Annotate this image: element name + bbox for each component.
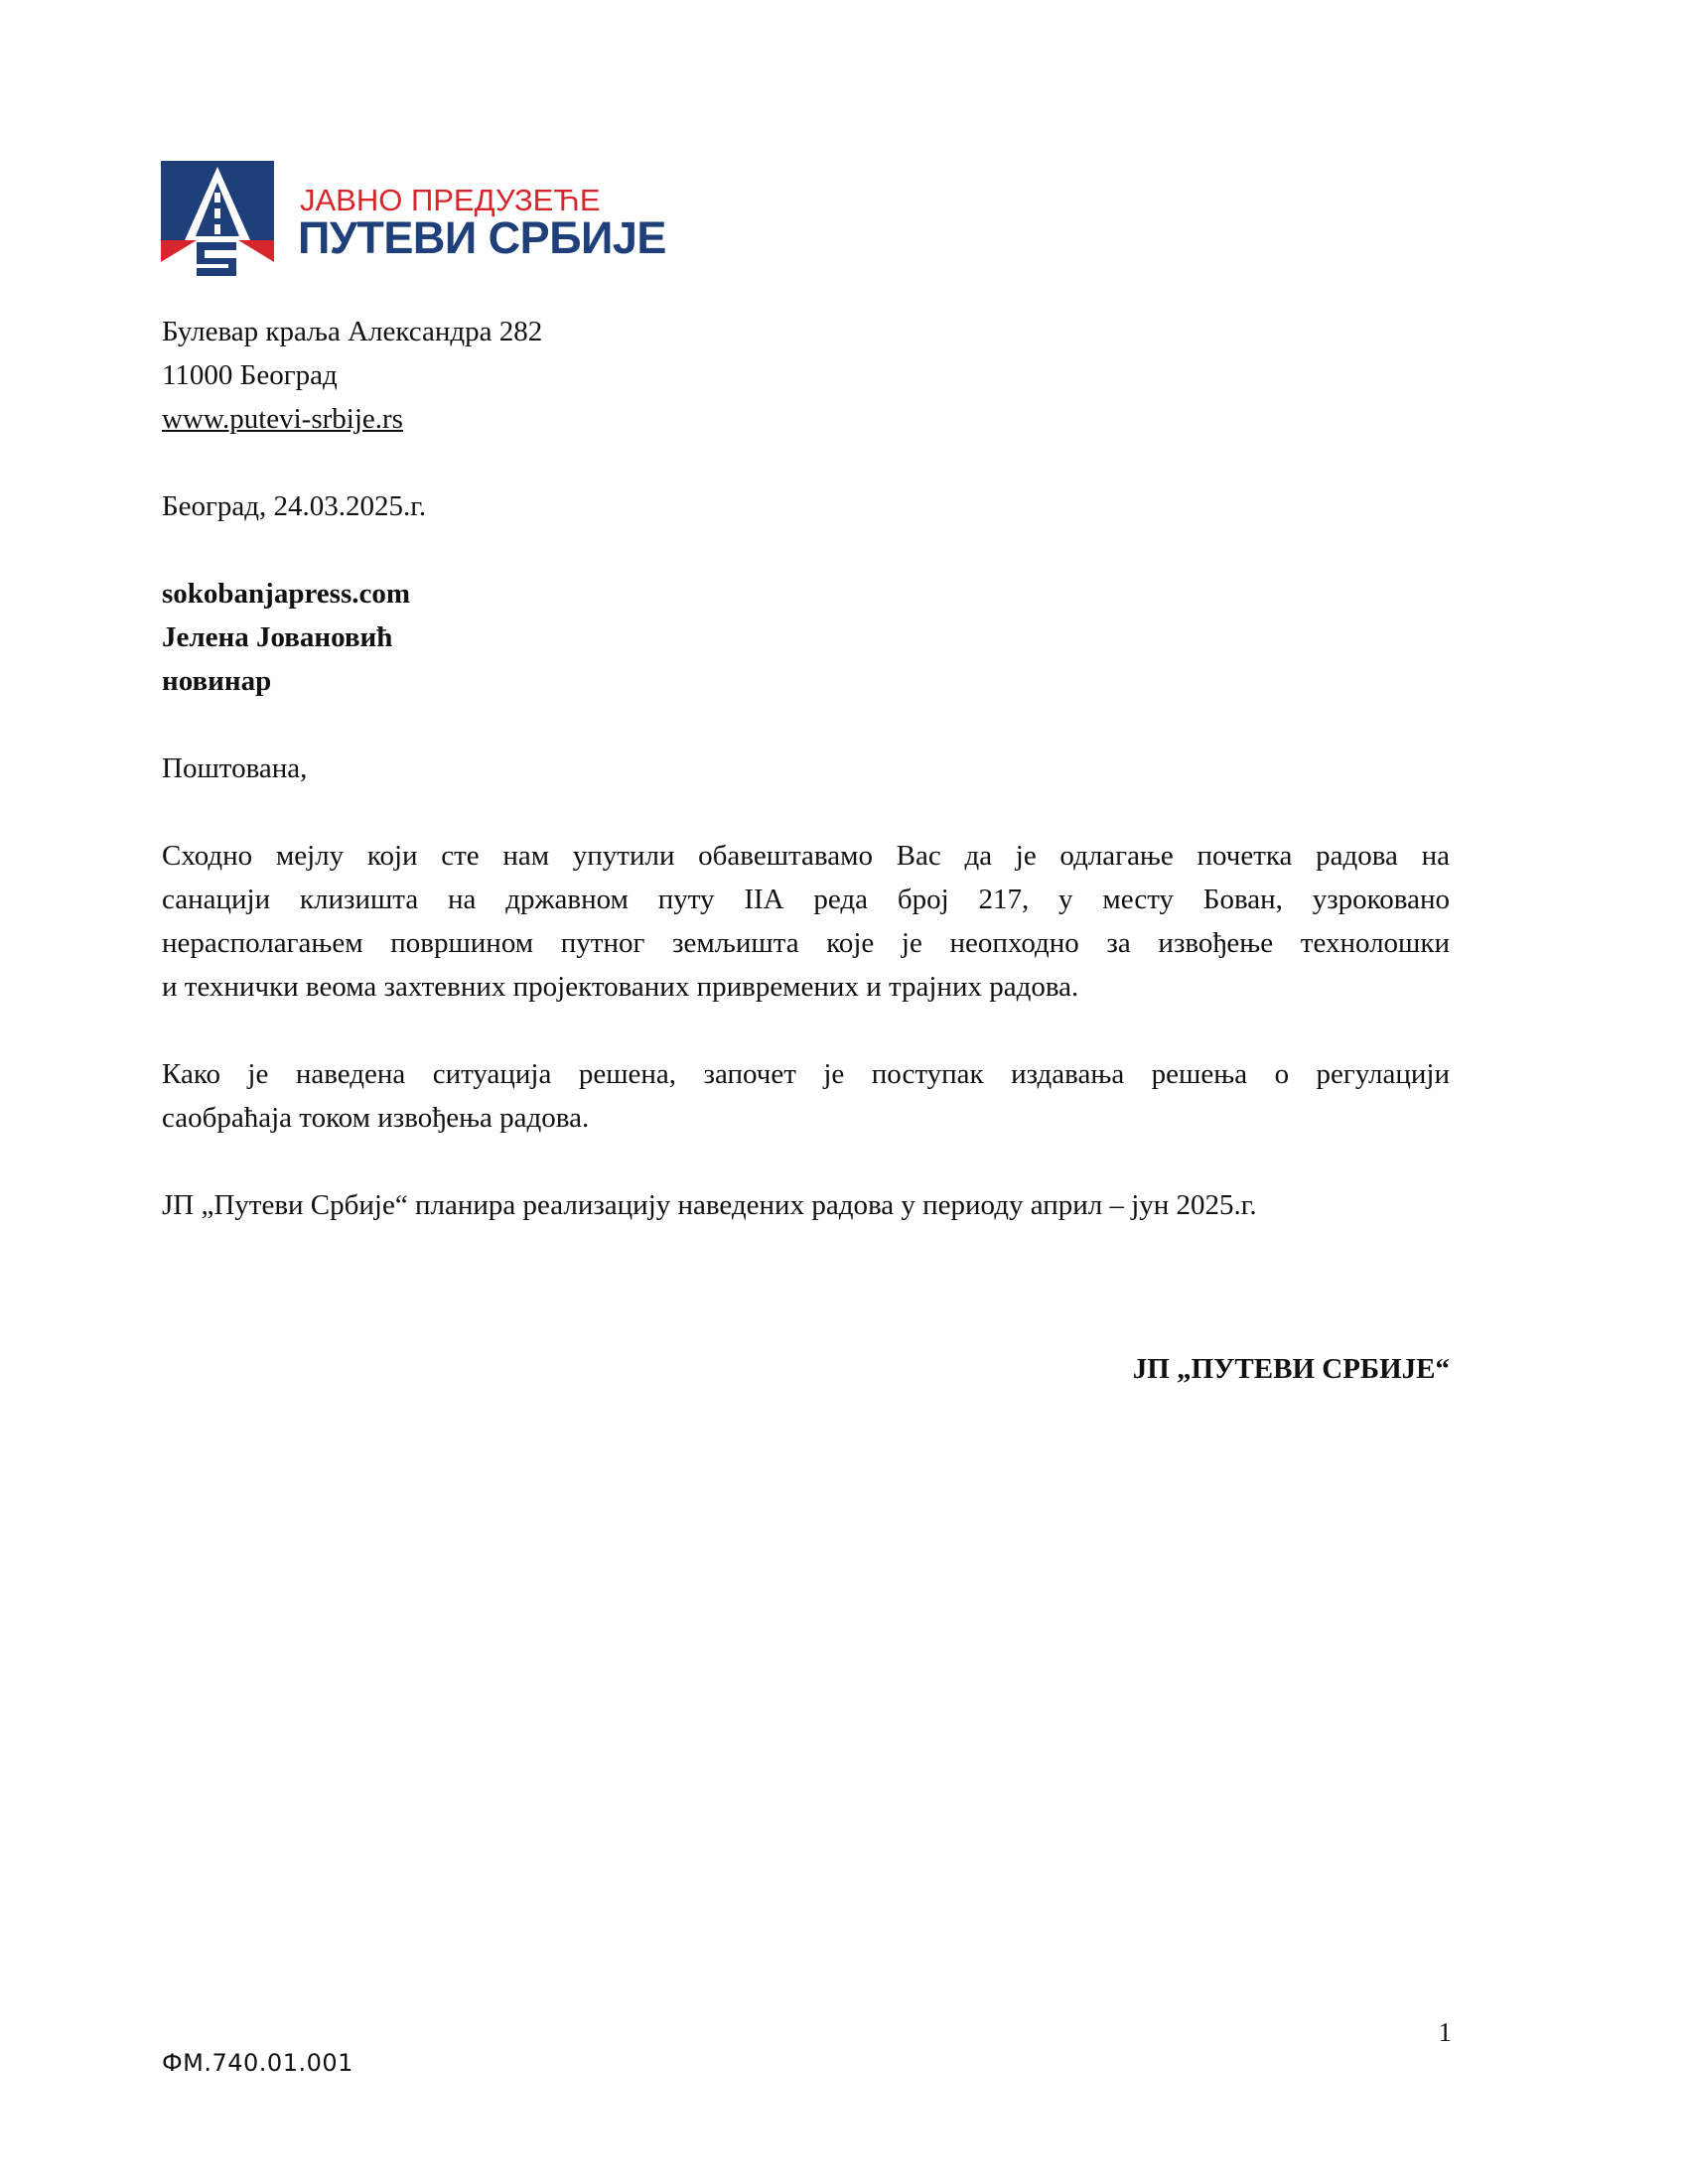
recipient-outlet: sokobanjapress.com bbox=[162, 578, 411, 610]
logo-line-2: ПУТЕВИ СРБИЈЕ bbox=[298, 212, 666, 263]
road-sign-logo-icon bbox=[161, 161, 274, 278]
page-number: 1 bbox=[1438, 2017, 1452, 2047]
salutation: Поштована, bbox=[162, 752, 308, 784]
paragraph-line: нерасполагањем површином путног земљишта које је неопходно за извођење технолошки bbox=[162, 927, 1450, 959]
sender-city: 11000 Београд bbox=[162, 359, 338, 391]
company-logo bbox=[161, 161, 666, 278]
paragraph-line: санацији клизишта на државном путу IIА реда број 217, у месту Бован, узроковано bbox=[162, 884, 1450, 915]
paragraph-line: и технички веома захтевних пројектованих привремених и трајних радова. bbox=[162, 971, 1079, 1003]
form-code: ФМ.740.01.001 bbox=[162, 2049, 353, 2077]
sender-website-link[interactable]: www.putevi-srbije.rs bbox=[162, 403, 403, 435]
logo-line-1: ЈАВНО ПРЕДУЗЕЋЕ bbox=[300, 183, 601, 217]
body-paragraph-2 bbox=[162, 1052, 1450, 1140]
paragraph-line: Сходно мејлу који сте нам упутили обавештавамо Вас да је одлагање почетка радова на bbox=[162, 840, 1450, 872]
sender-street: Булевар краља Александра 282 bbox=[162, 316, 543, 347]
body-paragraph-1 bbox=[162, 834, 1450, 1009]
paragraph-line: саобраћаја током извођења радова. bbox=[162, 1102, 590, 1134]
body-paragraph-3: ЈП „Путеви Србије“ планира реализацију наведених радова у периоду април – јун 2025.г. bbox=[162, 1189, 1257, 1221]
recipient-role: новинар bbox=[162, 665, 272, 697]
date-line: Београд, 24.03.2025.г. bbox=[162, 490, 427, 522]
paragraph-line: Како је наведена ситуација решена, започет је поступак издавања решења о регулацији bbox=[162, 1058, 1450, 1090]
recipient-name: Јелена Јовановић bbox=[162, 621, 393, 653]
signature: ЈП „ПУТЕВИ СРБИЈЕ“ bbox=[1132, 1353, 1450, 1385]
